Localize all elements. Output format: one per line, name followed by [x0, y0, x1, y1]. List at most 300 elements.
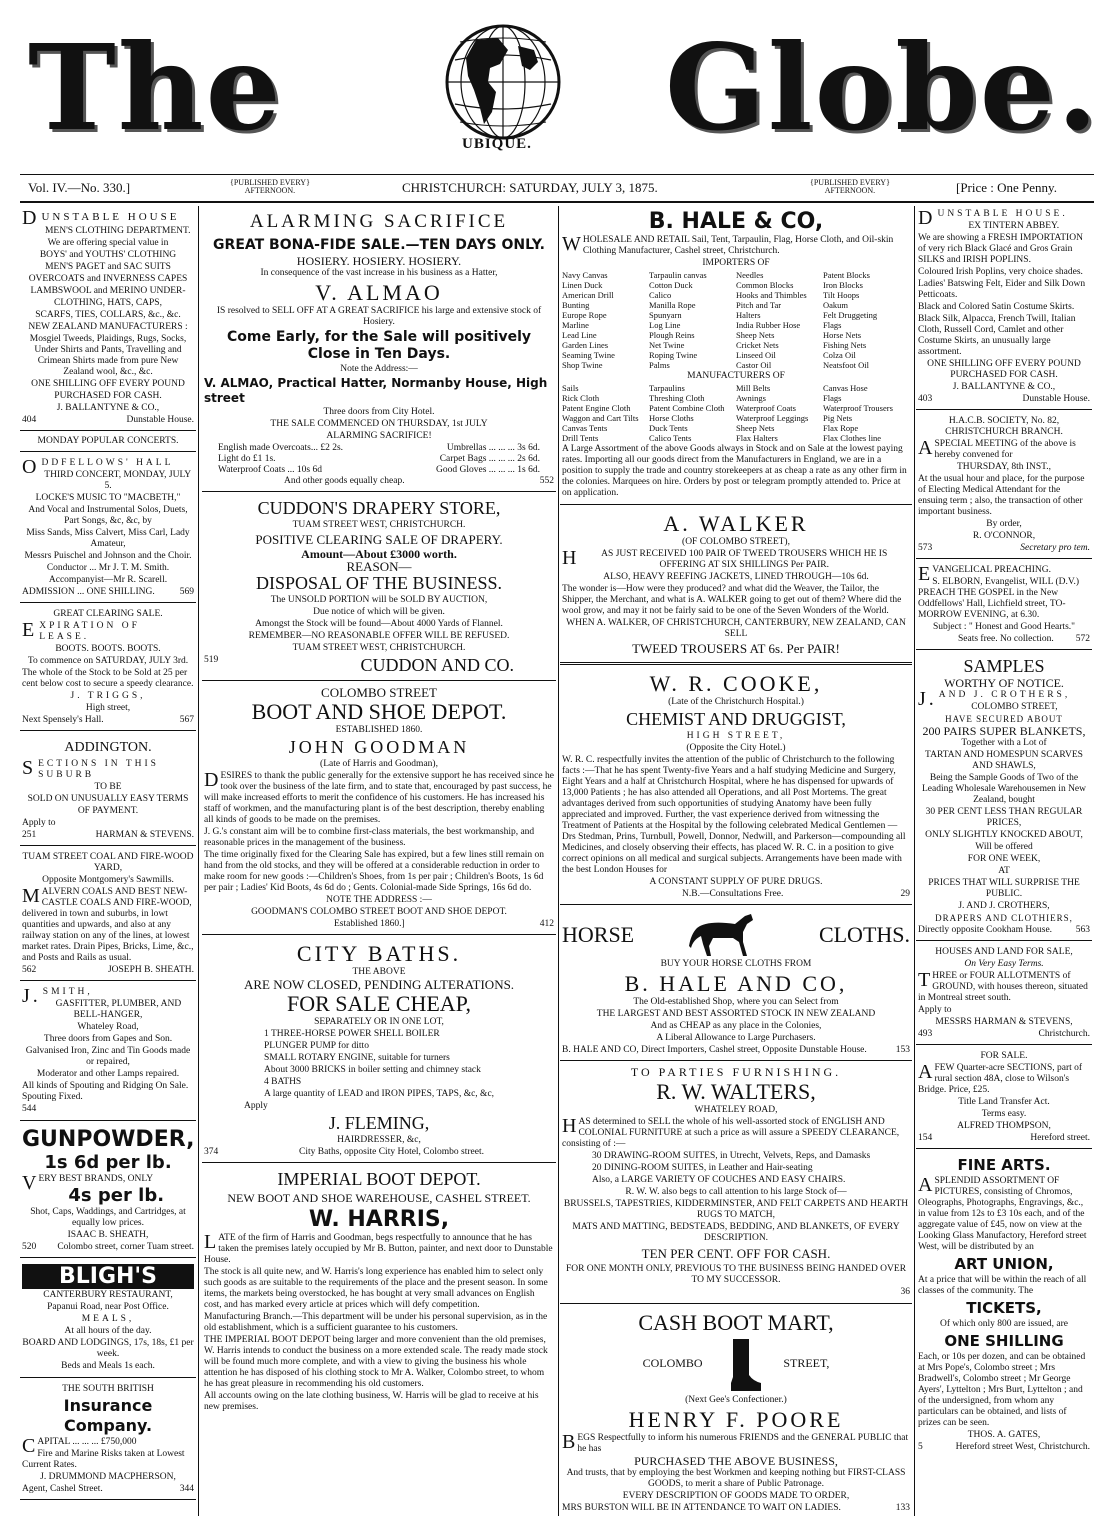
ad-line: Opposite Montgomery's Sawmills. [42, 875, 174, 885]
ad-line: Insurance Company. [63, 1396, 153, 1435]
ad-line: 20 DINING-ROOM SUITES, in Leather and Hair-seating [592, 1163, 813, 1173]
ad-line: ONE SHILLING OFF EVERY POUND PURCHASED FOR CASH. [927, 359, 1081, 380]
ad-line: R. W. W. also begs to call attention to his large Stock of— [625, 1187, 847, 1197]
masthead-title-left: The [28, 18, 283, 157]
ad-line: ISAAC B. SHEATH, [67, 1230, 149, 1240]
ad-line: Title Land Transfer Act. [958, 1097, 1050, 1107]
ad-line: At all hours of the day. [64, 1326, 152, 1336]
list-item: Waterproof Trousers [823, 403, 893, 413]
ad-body: The stock is all quite new, and W. Harris's long experience has enabled him to select only such goods as are suitable to the requirements of the place and the present season. In some items, the markets being overstocked, he has bought at very small advances on English cost, and has marked every article at prices which will defy competition. [204, 1267, 548, 1310]
ad-number: 153 [895, 1045, 910, 1055]
ad-heading: DUNSTABLE HOUSE. [918, 207, 1068, 229]
list-item: Navy Canvas [562, 270, 608, 280]
ad-number: 36 [900, 1287, 910, 1297]
ad-clearing-sale [20, 606, 196, 731]
ad-line: BOARD AND LODGINGS, 17s, 18s, £1 per week. [22, 1338, 194, 1359]
ad-line: HARMAN & STEVENS. [95, 830, 194, 840]
list-item: Neatsfoot Oil [823, 360, 870, 370]
ad-line: J. TRIGGS, [70, 691, 146, 701]
ad-line: GREAT BONA-FIDE SALE.—TEN DAYS ONLY. [213, 237, 545, 253]
list-item: Pitch and Tar [736, 300, 782, 310]
ad-line: COLOMBO STREET [321, 685, 437, 700]
ad-line: THURSDAY, 8th INST., [956, 462, 1052, 472]
list-item: American Drill [562, 290, 614, 300]
list-item: Waterproof Leggings [736, 413, 809, 423]
ad-line: J. BALLANTYNE & CO., [56, 403, 160, 413]
ad-line: R. O'CONNOR, [972, 531, 1036, 541]
ad-line: To commence on SATURDAY, JULY 3rd. [27, 656, 189, 666]
list-item: Duck Tents [649, 423, 688, 433]
ad-body: The wonder is—How were they produced? and what did the Weaver, the Tailor, the Shipper, the Merchant, and what is A. WALKER going to get out of them? Where did the wool grow, and may it not be fairly said to be one of the Seven Wonders of the World. [562, 584, 902, 616]
ad-body: AFEW Quarter-acre SECTIONS, part of rural section 48A, close to Wilson's Bridge. Price, £25. [918, 1061, 1083, 1095]
ad-line: BOYS' and YOUTHS' CLOTHING [39, 250, 177, 260]
price-item: Good Gloves ... ... ... 1s 6d. [436, 465, 540, 475]
ad-line: Dunstable House. [1022, 394, 1090, 404]
ad-dunstable-mens [20, 206, 196, 431]
ad-number: 251 [22, 830, 37, 840]
ad-heading: ADDINGTON. [64, 740, 152, 755]
list-item: Sheep Nets [736, 330, 775, 340]
ad-line: Hereford street West, Christchurch. [955, 1442, 1090, 1452]
ad-line: Three doors from Gapes and Son. [43, 1034, 173, 1044]
ad-line: JOSEPH B. SHEATH. [107, 965, 194, 975]
ad-line: BRUSSELS, TAPESTRIES, KIDDERMINSTER, AND FELT CARPETS AND HEARTH RUGS TO MATCH, [563, 1199, 909, 1220]
ad-heading: BLIGH'S [22, 1264, 194, 1289]
ad-line: City Baths, opposite City Hotel, Colombo street. [299, 1147, 484, 1157]
ad-line: IMPORTERS OF [702, 258, 770, 268]
ad-number: 154 [918, 1133, 933, 1143]
ad-line: Next Spensely's Hall. [22, 715, 104, 725]
list-item: Calico [649, 290, 672, 300]
ad-heading: GUNPOWDER, [22, 1127, 195, 1152]
ad-line: TARTAN AND HOMESPUN SCARVES AND SHAWLS, [925, 750, 1083, 771]
list-item: Europe Rope [562, 310, 607, 320]
ad-number: 5 [918, 1442, 923, 1452]
column-rule [914, 206, 915, 1516]
ad-number: 133 [895, 1503, 910, 1513]
ad-line: (Late of the Christchurch Hospital.) [668, 697, 804, 707]
ad-line: Three doors from City Hotel. [323, 407, 435, 417]
ad-body: S. ELBORN, Evangelist, WILL (D.V.) PREACH THE GOSPEL in the New Oddfellows' Hall, Lichfield street, TO-MORROW EVENING, at 6.30. [918, 577, 1080, 620]
ad-line: NEW ZEALAND MANUFACTURERS : [28, 322, 188, 332]
ad-heading: BOOT AND SHOE DEPOT. [251, 699, 507, 724]
ad-number: 520 [22, 1242, 37, 1252]
ad-line: EVERY DESCRIPTION OF GOODS MADE TO ORDER, [622, 1491, 850, 1501]
ad-line: WHOLESALE AND RETAIL Sail, Tent, Tarpaulin, Flag, Horse Cloth, and Oil-skin Clothing Manufacturer, Cashel street, Christchurch. [562, 233, 894, 256]
ad-number: 569 [179, 587, 194, 597]
ad-coal-yard [20, 849, 196, 981]
column-4 [916, 206, 1092, 1516]
ad-line: TO BE [94, 782, 122, 792]
ad-line: CUDDON AND CO. [360, 655, 514, 675]
column-rule [558, 206, 559, 1516]
list-item: Linseed Oil [736, 350, 776, 360]
volume-number: Vol. IV.—No. 330.] [28, 180, 131, 195]
ad-heading: IMPERIAL BOOT DEPOT. [277, 1169, 481, 1189]
ad-number: 552 [539, 476, 554, 486]
list-item: Halters [736, 310, 761, 320]
list-item: Hooks and Thimbles [736, 290, 807, 300]
list-item: Pig Nets [823, 413, 853, 423]
ad-line: REMEMBER—NO REASONABLE OFFER WILL BE REFUSED. [248, 631, 510, 641]
ad-number: 563 [1075, 925, 1090, 935]
ad-line: VERY BEST BRANDS, ONLY [22, 1172, 154, 1194]
ad-line: MESSRS HARMAN & STEVENS, [935, 1017, 1073, 1027]
ad-number: 562 [22, 965, 37, 975]
ad-heading: B. HALE & CO, [648, 209, 824, 234]
ad-dunstable-abbey [916, 206, 1092, 410]
ad-line: SOLD ON UNUSUALLY EASY TERMS [27, 794, 189, 804]
ad-line: 1s 6d per lb. [44, 1152, 172, 1173]
ad-body: LATE of the firm of Harris and Goodman, begs respectfully to announce that he has taken the premises lately occupied by Mr B. Button, painter, and next door to Dunstable House. [204, 1231, 553, 1265]
ad-line: (Next Gee's Confectioner.) [685, 1395, 787, 1405]
list-item: Flags [823, 393, 842, 403]
ad-line: REASON— [346, 559, 412, 574]
ad-line: DISPOSAL OF THE BUSINESS. [255, 573, 503, 593]
list-item: Tarpaulin canvas [649, 270, 707, 280]
ad-line: Seats free. No collection. [958, 634, 1054, 644]
ad-line: MEALS, [81, 1314, 135, 1324]
ad-line: Apply [244, 1101, 268, 1111]
ad-line: Beds and Meals 1s each. [61, 1361, 155, 1371]
ad-evangelical [916, 562, 1092, 650]
ad-line: V. ALMAO [315, 280, 443, 305]
ad-line: PLUNGER PUMP for ditto [264, 1041, 369, 1051]
ad-subheading: MEN'S CLOTHING DEPARTMENT. [44, 226, 191, 236]
ad-line: SMALL ROTARY ENGINE, suitable for turners [264, 1053, 450, 1063]
ad-body: Being the Sample Goods of Two of the Leading Wholesale Warehousemen in New Zealand, bought [921, 773, 1087, 805]
ad-line: GASFITTER, PLUMBER, AND BELL-HANGER, [55, 999, 182, 1020]
list-item: Felt Druggeting [823, 310, 878, 320]
ad-line: Come Early, for the Sale will positively Close in Ten Days. [226, 329, 532, 362]
list-item: Net Twine [649, 340, 685, 350]
ad-line: Established 1860.] [334, 919, 405, 929]
ad-heading: EVANGELICAL PREACHING. [918, 563, 1051, 585]
ad-body: A Large Assortment of the above Goods always in Stock and on Sale at the lowest paying rates. Importing all our goods direct from the Manufacturers in England, we are in a position to supply the trade and country storekeepers at as cheap a rate as any other firm in the colonies. Marquees on hire. Orders by post or telegram promptly attended to. Price at on application. [562, 444, 907, 498]
ad-number: 374 [204, 1147, 219, 1157]
ad-line: THE SALE COMMENCED ON THURSDAY, 1st JULY [270, 419, 488, 429]
ad-line: OF PAYMENT. [77, 806, 139, 816]
ad-city-baths [202, 938, 556, 1163]
ad-line: Colombo street, corner Tuam street. [57, 1242, 194, 1252]
globe-icon [438, 20, 568, 150]
ad-number: 573 [918, 543, 933, 553]
ad-line: Ladies' Batswing Felt, Eider and Silk Down Petticoats. [918, 279, 1086, 300]
boot-icon [723, 1337, 763, 1393]
list-item: Flax Halters [736, 433, 778, 443]
ad-line: SEPARATELY OR IN ONE LOT, [314, 1017, 444, 1027]
list-item: Linen Duck [562, 280, 603, 290]
list-item: Drill Tents [562, 433, 599, 443]
ad-line: 200 PAIRS SUPER BLANKETS, [922, 724, 1086, 738]
ad-line: WORTHY OF NOTICE. [944, 676, 1064, 690]
ad-line: At a price that will be within the reach of all classes of the community. The [918, 1275, 1087, 1296]
list-item: Bunting [562, 300, 590, 310]
ad-line: Of which only 800 are issued, are [940, 1319, 1068, 1329]
ad-line: MANUFACTURERS OF [687, 371, 785, 381]
ad-monday-concerts: MONDAY POPULAR CONCERTS. [20, 434, 196, 452]
list-item: Log Line [649, 320, 681, 330]
ad-body: J. G.'s constant aim will be to combine first-class materials, the best workmanship, and reasonable prices in the management of the business. [204, 827, 535, 848]
list-item: Garden Lines [562, 340, 609, 350]
ad-line: The UNSOLD PORTION will be SOLD BY AUCTION, [270, 595, 488, 605]
ad-line: Directly opposite Cookham House. [918, 925, 1053, 935]
ad-line: And Vocal and Instrumental Solos, Duets, Part Songs, &c, &c, by [28, 505, 188, 526]
ad-line: ONLY SLIGHTLY KNOCKED ABOUT, [925, 830, 1083, 840]
ad-line: Amount—About £3000 worth. [301, 547, 457, 561]
list-item: Roping Twine [649, 350, 698, 360]
ad-hacb-society [916, 413, 1092, 559]
list-item: Manilla Rope [649, 300, 696, 310]
ad-line: Black and Colored Satin Costume Skirts. [918, 302, 1075, 312]
ad-heading: TUAM STREET COAL AND FIRE-WOOD YARD, [22, 852, 194, 873]
list-item: Rick Cloth [562, 393, 600, 403]
ad-line: Subject : " Honest and Good Hearts." [932, 622, 1076, 632]
ad-body: Manufacturing Branch.—This department will be under his personal supervision, as in the old establishment, which is a sufficient guarantee to his customers. [204, 1312, 548, 1333]
ad-walters [560, 1064, 912, 1304]
ad-cuddon [202, 495, 556, 681]
ad-line: ASPECIAL MEETING of the above is hereby convened for [918, 437, 1076, 460]
ad-line: SCARFS, TIES, COLLARS, &c., &c. [35, 310, 181, 320]
ad-b-hale [560, 206, 912, 505]
ad-line: By order, [986, 519, 1022, 529]
list-item: Horse Nets [823, 330, 862, 340]
ad-heading: CLOTHS. [818, 921, 910, 947]
ad-line: Moderator and other Lamps repaired. [36, 1069, 180, 1079]
ad-heading: ALARMING SACRIFICE [249, 211, 509, 232]
ad-line: LOCKE'S MUSIC TO "MACBETH," [35, 493, 181, 503]
ad-line: EXPIRATION OF LEASE. [22, 619, 140, 642]
ad-line: And other goods equally cheap. [284, 476, 405, 486]
ad-line: FOR ONE MONTH ONLY, PREVIOUS TO THE BUSINESS BEING HANDED OVER TO MY SUCCESSOR. [565, 1264, 907, 1285]
ad-houses-land [916, 944, 1092, 1045]
ad-number: 572 [1075, 634, 1090, 644]
ad-line: TUAM STREET WEST, CHRISTCHURCH. [292, 643, 466, 653]
ad-line: V. ALMAO, Practical Hatter, Normanby House, High street [204, 376, 548, 405]
ad-line: N.B.—Consultations Free. [682, 889, 784, 899]
ad-body: And trusts, that by employing the best Workmen and keeping nothing but FIRST-CLASS GOODS, to merit a share of Public Patronage. [566, 1468, 906, 1489]
importers-list [562, 270, 910, 370]
ad-heading: FOR SALE. [980, 1051, 1028, 1061]
ad-subheading: EX TINTERN ABBEY. [968, 221, 1060, 231]
list-item: Sails [562, 383, 579, 393]
ad-line: ALSO, HEAVY REEFING JACKETS, LINED THROUGH—10s 6d. [603, 572, 869, 582]
manufacturers-list [562, 383, 910, 443]
ad-line: CANTERBURY RESTAURANT, [43, 1290, 173, 1300]
ad-line: (Late of Harris and Goodman), [320, 759, 438, 769]
ad-line: DRAPERS AND CLOTHIERS, [935, 913, 1073, 923]
ad-heading: A. WALKER [663, 511, 809, 536]
list-item: Patent Blocks [823, 270, 870, 280]
ad-line: THE LARGEST AND BEST ASSORTED STOCK IN NEW ZEALAND [596, 1009, 876, 1019]
ad-line: ONE SHILLING [944, 1332, 1064, 1350]
list-item: Flax Clothes line [823, 433, 882, 443]
ad-line: A CONSTANT SUPPLY OF PURE DRUGS. [649, 877, 823, 887]
list-item: Fishing Nets [823, 340, 867, 350]
list-item: Common Blocks [736, 280, 794, 290]
ad-line: On Very Easy Terms. [964, 959, 1044, 969]
ad-body: Each, or 10s per dozen, and can be obtained at Mrs Pope's, Colombo street ; Mrs Bradwell's, Colombo street ; Mr George Ayers', Lyttelton ; Mrs Burt, Lyttelton ; and of the undersigned, from whom any particulars can be obtained, and lists of prizes can be seen. [918, 1352, 1086, 1428]
list-item: Colza Oil [823, 350, 856, 360]
ad-line: J. DRUMMOND MACPHERSON, [40, 1472, 176, 1482]
ad-line: TEN PER CENT. OFF FOR CASH. [641, 1246, 831, 1261]
ad-line: ESTABLISHED 1860. [335, 725, 423, 735]
ad-line: HOSIERY. HOSIERY. HOSIERY. [296, 254, 462, 268]
published-note-right: {PUBLISHED EVERY} AFTERNOON. [810, 178, 890, 195]
list-item: Castor Oil [736, 360, 772, 370]
ad-line: 4 BATHS [264, 1077, 302, 1087]
list-item: Calico Tents [649, 433, 692, 443]
ad-line: Apply to [22, 818, 56, 828]
ad-line: ALARMING SACRIFICE! [326, 431, 432, 441]
ad-line: Amongst the Stock will be found—About 4000 Yards of Flannel. [255, 619, 503, 629]
ad-line: (OF COLOMBO STREET), [682, 537, 790, 547]
ad-line: MRS BURSTON WILL BE IN ATTENDANCE TO WAIT ON LADIES. [562, 1503, 841, 1513]
ad-line: BOOTS. BOOTS. BOOTS. [55, 644, 161, 654]
ad-line: Agent, Cashel Street. [22, 1484, 103, 1494]
ad-heading: TO PARTIES FURNISHING. [630, 1065, 842, 1079]
ad-cash-boot-mart [560, 1307, 912, 1516]
ad-imperial-boot [202, 1166, 556, 1418]
ad-heading: DUNSTABLE HOUSE [22, 207, 180, 229]
ad-line: PRICES THAT WILL SURPRISE THE PUBLIC. [928, 878, 1080, 899]
ad-body: MALVERN COALS AND BEST NEW-CASTLE COALS AND FIRE-WOOD, delivered in town and suburbs, in lowt quantities and upwards, and also at any railway station on any of the lines, at lowest market rates. Drain Pipes, Bricks, Lime, &c., and Posts and Rails as usual. [22, 885, 194, 963]
list-item: Needles [736, 270, 764, 280]
ad-line: Will be offered [975, 842, 1033, 852]
ad-line: J. FLEMING, [328, 1113, 430, 1133]
ad-horse-cloths [560, 908, 912, 1061]
ad-number: 29 [900, 889, 910, 899]
ad-line: 30 DRAWING-ROOM SUITES, in Utrecht, Velvets, Reps, and Damasks [592, 1151, 871, 1161]
ad-fine-arts [916, 1152, 1092, 1457]
ad-heading: ODDFELLOWS' HALL [22, 456, 174, 478]
ad-heading: H.A.C.B. SOCIETY, No. 82, CHRISTCHURCH BRANCH. [945, 416, 1063, 437]
ad-line: Shot, Caps, Waddings, and Cartridges, at equally low prices. [30, 1207, 186, 1228]
price-item: Umbrellas ... ... ... 3s 6d. [446, 443, 540, 453]
ad-line: All kinds of Spouting and Ridging On Sale. Spouting Fixed. [22, 1081, 189, 1102]
ad-line: COLOMBO STREET, [971, 702, 1058, 712]
ad-line: PURCHASED THE ABOVE BUSINESS, [634, 1454, 838, 1468]
ad-blighs [20, 1261, 196, 1378]
list-item: Palms [649, 360, 670, 370]
ad-body: ASPLENDID ASSORTMENT OF PICTURES, consisting of Chromos, Oleographs, Photographs, Engravings, &c., in value from 12s to £3 10s each, and of the aggregate value of £45, now on view at the Looking Glass Manufactory, Hereford street West, will be distributed by an [918, 1174, 1087, 1252]
ad-body: All accounts owing on the late clothing business, W. Harris will be glad to receive at his new premises. [204, 1391, 539, 1412]
ad-line: ARE NOW CLOSED, PENDING ALTERATIONS. [243, 977, 515, 992]
list-item: Cotton Duck [649, 280, 693, 290]
list-item: Lead Line [562, 330, 597, 340]
ad-crothers [916, 653, 1092, 941]
ad-line: J. BALLANTYNE & CO., [952, 382, 1056, 392]
list-item: Waterproof Coats [736, 403, 796, 413]
ad-line: TICKETS, [966, 1299, 1042, 1317]
ad-almao [202, 206, 556, 492]
ad-line: POSITIVE CLEARING SALE OF DRAPERY. [255, 532, 503, 547]
ad-line: THE ABOVE [352, 967, 406, 977]
ad-insurance [20, 1381, 196, 1500]
ad-number: 567 [179, 715, 194, 725]
ad-line: HAVE SECURED ABOUT [945, 714, 1063, 724]
ad-line: ALFRED THOMPSON, [957, 1121, 1051, 1131]
ad-line: B. HALE AND CO, [624, 971, 848, 996]
ad-number: 344 [179, 1484, 194, 1494]
ad-line: 30 PER CENT LESS THAN REGULAR PRICES, [925, 807, 1083, 828]
ad-line: 4s per lb. [68, 1185, 165, 1206]
list-item: Waggon and Cart Tilts [562, 413, 639, 423]
list-item: Marline [562, 320, 589, 330]
price-item: Waterproof Coats ... 10s 6d [218, 465, 322, 475]
ad-line: TWEED TROUSERS AT 6s. Per PAIR! [632, 641, 840, 656]
ad-line: CAPITAL ... ... ... £750,000 [22, 1435, 137, 1457]
ad-line: W. HARRIS, [308, 1207, 450, 1232]
ad-line: Papanui Road, near Post Office. [47, 1302, 169, 1312]
ad-line: JOHN GOODMAN [288, 737, 470, 757]
list-item: Horse Cloths [649, 413, 694, 423]
ad-smith [20, 984, 196, 1121]
ad-line: Fire and Marine Risks taken at Lowest Current Rates. [22, 1449, 185, 1470]
ad-line: OVERCOATS and INVERNESS CAPES [28, 274, 188, 284]
ad-oddfellows [20, 455, 196, 603]
ad-line: CHEMIST AND DRUGGIST, [626, 709, 846, 729]
ad-body: At the usual hour and place, for the purpose of Electing Medical Attendant for the ensuing term ; also, the transaction of other important business. [918, 474, 1085, 517]
ad-line: The Old-established Shop, where you can Select from [633, 997, 839, 1007]
ad-body: THREE or FOUR ALLOTMENTS of GROUND, with houses thereon, situated in Montreal street south. [918, 969, 1088, 1003]
ad-line: GOODMAN'S COLOMBO STREET BOOT AND SHOE DEPOT. [251, 907, 507, 917]
ad-line: High street, [85, 703, 131, 713]
ad-a-walker [560, 508, 912, 665]
ad-line: Due notice of which will be given. [313, 607, 445, 617]
ad-line: Hereford street. [1030, 1133, 1090, 1143]
ad-line: B. HALE AND CO, Direct Importers, Cashel street, Opposite Dunstable House. [562, 1045, 867, 1055]
ad-line: J. AND J. CROTHERS, [958, 901, 1050, 911]
ad-line: COLOMBO [642, 1356, 703, 1371]
ad-for-sale [916, 1048, 1092, 1149]
list-item: Spunyarn [649, 310, 682, 320]
ad-line: FOR ONE WEEK, [967, 854, 1041, 864]
ad-heading: GREAT CLEARING SALE. [53, 609, 163, 619]
ad-number: 412 [539, 919, 554, 929]
ad-number: 404 [22, 415, 37, 425]
ad-body: We are showing a FRESH IMPORTATION of very rich Black Glacé and Gros Grain SILKS and IRISH POPLINS. [918, 233, 1083, 265]
ad-heading: CITY BATHS. [296, 941, 462, 966]
list-item: Plough Reins [649, 330, 695, 340]
ad-gunpowder [20, 1124, 196, 1258]
masthead-title-right: Globe. [665, 18, 1100, 157]
list-item: India Rubber Hose [736, 320, 801, 330]
ad-number: 519 [204, 655, 219, 665]
ad-body: The whole of the Stock to be Sold at 25 per cent below cost to secure a speedy clearance. [22, 668, 194, 689]
list-item: Canvas Hose [823, 383, 868, 393]
list-item: Mill Belts [736, 383, 771, 393]
ad-number: 403 [918, 394, 933, 404]
ad-heading: HOUSES AND LAND FOR SALE, [935, 947, 1073, 957]
column-rule [198, 206, 199, 1516]
ad-line: WHATELEY ROAD, [694, 1105, 778, 1115]
ad-line: AT [998, 866, 1010, 876]
list-item: Awnings [736, 393, 766, 403]
list-item: Flags [823, 320, 842, 330]
ad-heading: CASH BOOT MART, [638, 1310, 834, 1335]
published-note-left: {PUBLISHED EVERY} AFTERNOON. [230, 178, 310, 195]
ad-line: Accompanyist—Mr R. Scarell. [48, 575, 168, 585]
ad-line: LAMBSWOOL and MERINO UNDER- [30, 286, 186, 296]
list-item: Shop Twine [562, 360, 603, 370]
ad-body: THE IMPERIAL BOOT DEPOT being larger and more convenient than the old premises, W. Harris intends to conduct the business on a more extended scale. The ready made stock will be found much more complete, and with a view to giving the business his whole attention he has disposed of his clothing stock to Mr A. Walker, Colombo street, to whom he has great pleasure in recommending his old customers. [204, 1335, 548, 1389]
ad-line: PURCHASED FOR CASH. [54, 391, 162, 401]
ad-line: Terms easy. [981, 1109, 1027, 1119]
ad-addington [20, 734, 196, 846]
ad-line: TUAM STREET WEST, CHRISTCHURCH. [292, 520, 466, 530]
ad-number: 493 [918, 1029, 933, 1039]
